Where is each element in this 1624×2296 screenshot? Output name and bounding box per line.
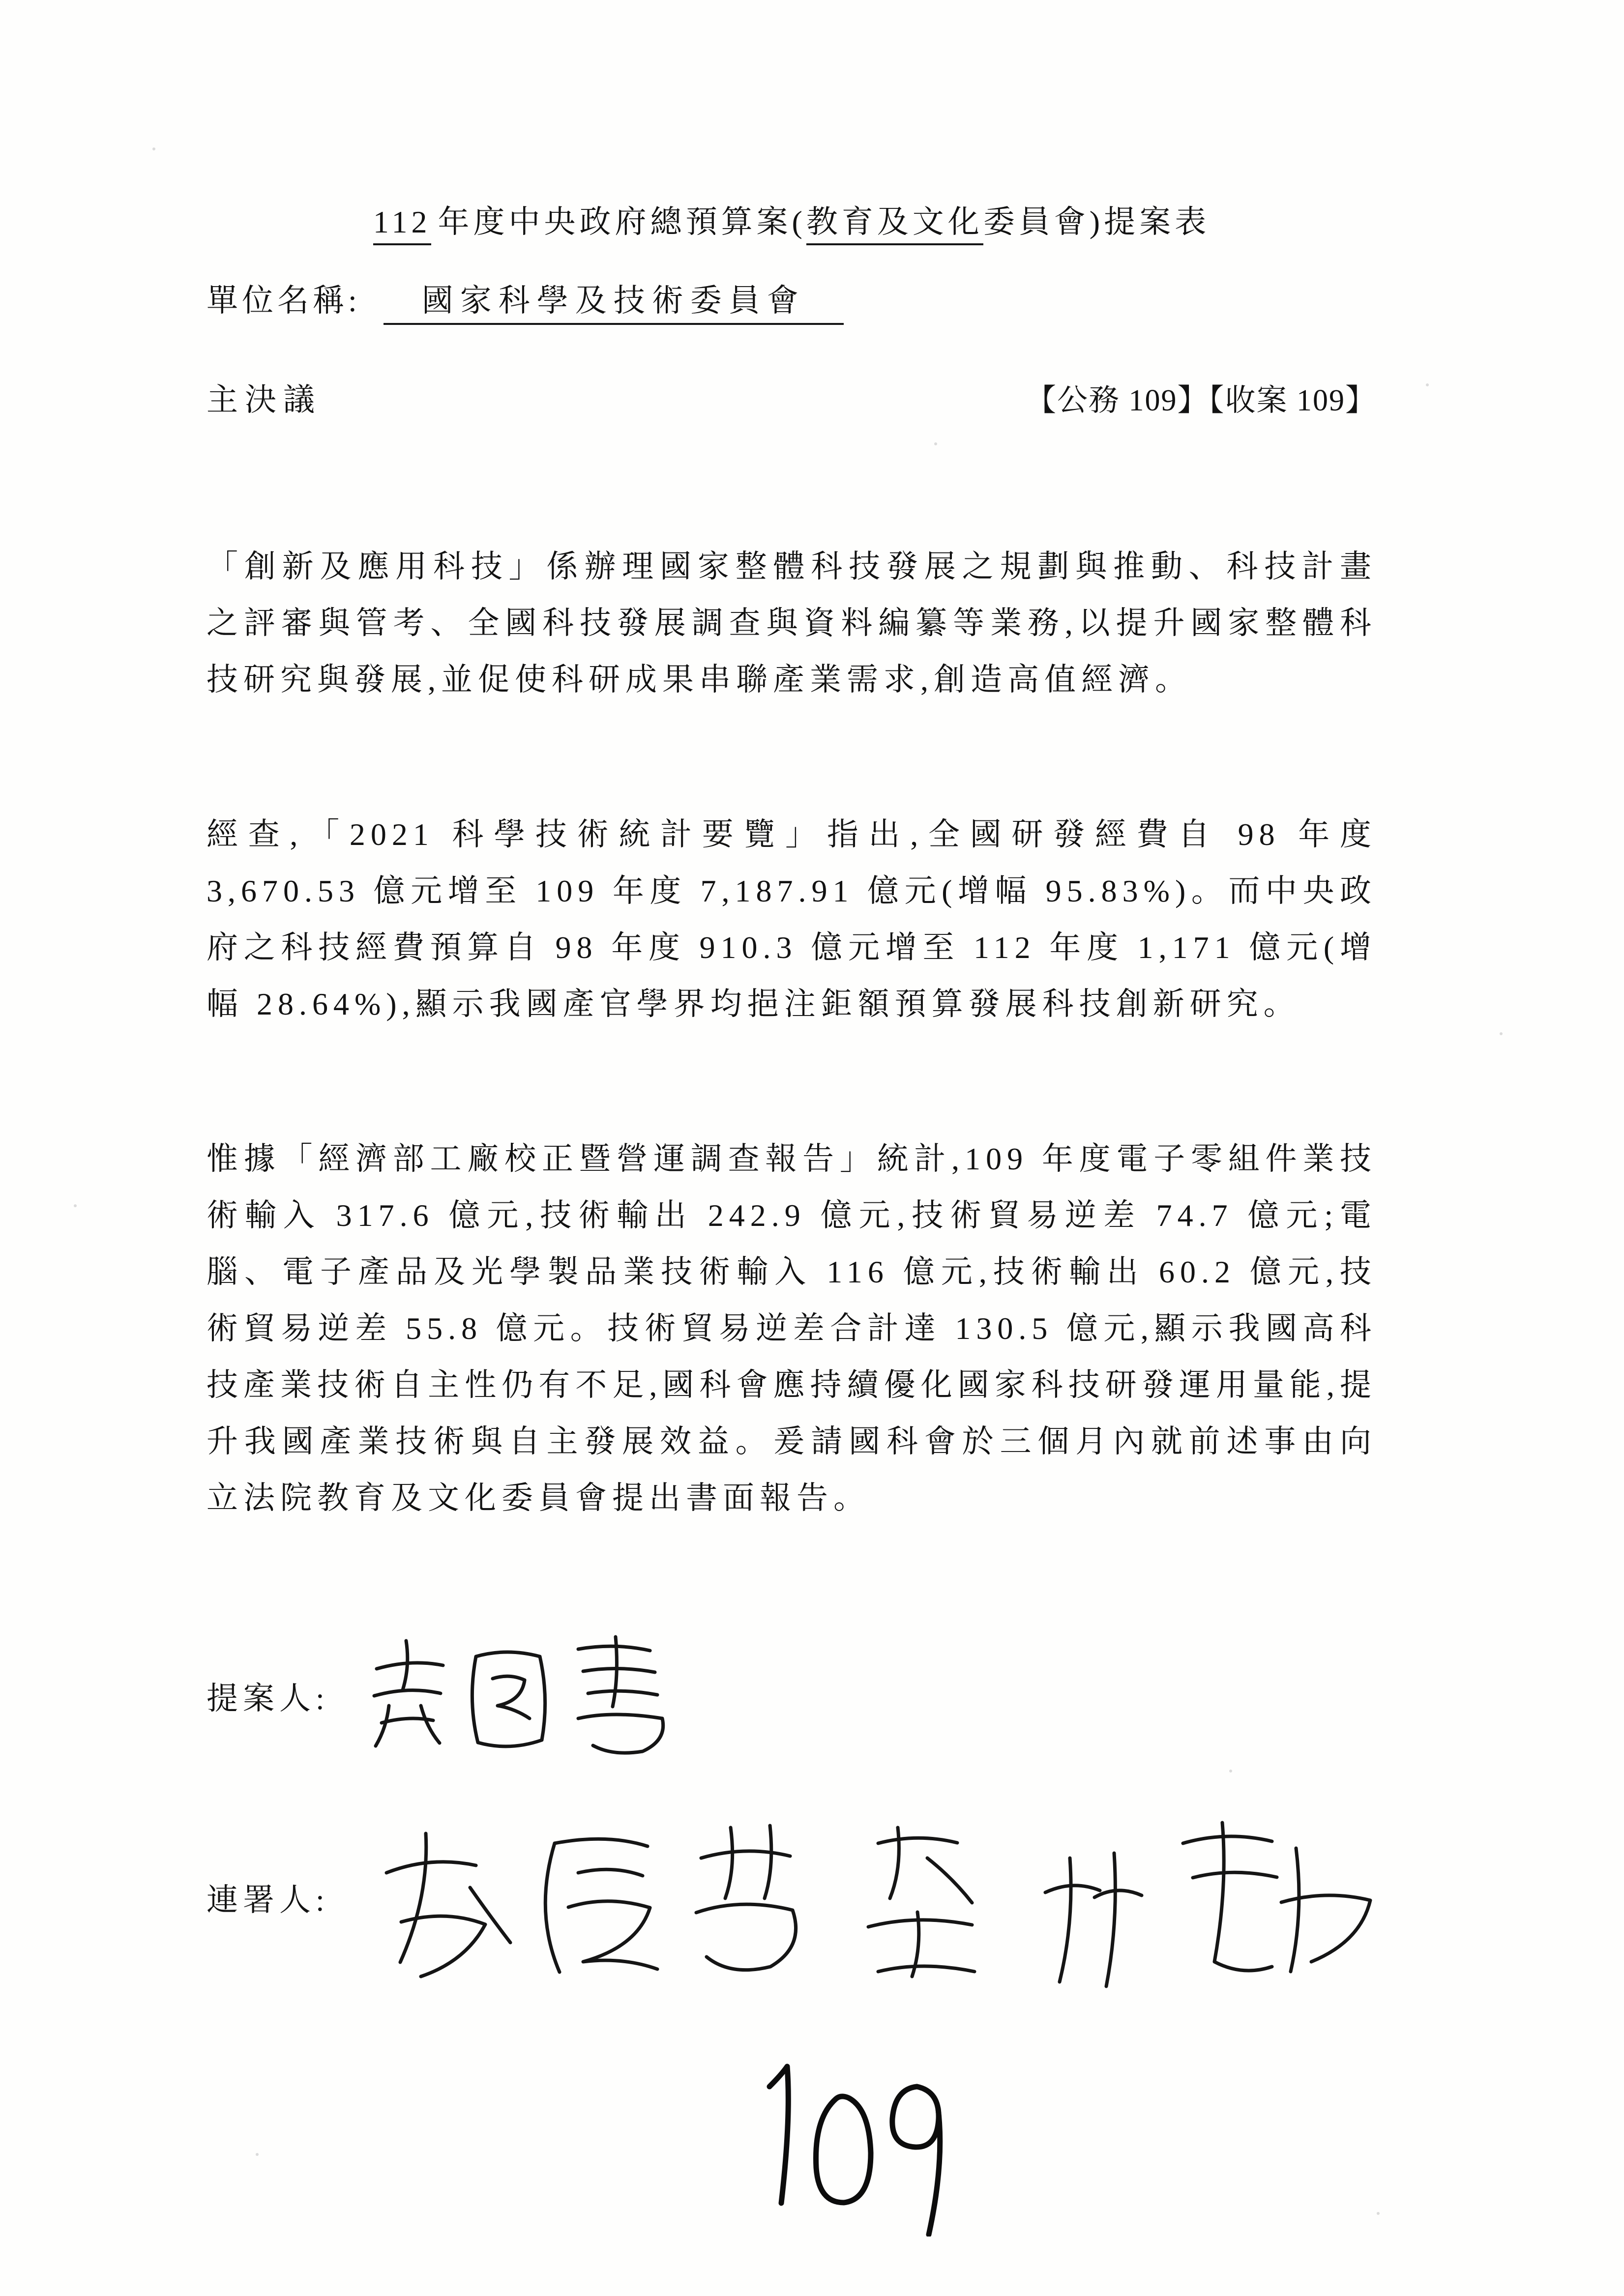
body-paragraphs: [207, 538, 1377, 1526]
cosigner-label: 連署人:: [207, 1883, 329, 1918]
proposer-row: [207, 1622, 721, 1770]
scan-speck: [1229, 1770, 1232, 1773]
scan-speck: [74, 1204, 77, 1207]
cosigner-handwritten-signatures: [347, 1799, 1404, 1996]
paragraph-2: 經查,「2021 科學技術統計要覽」指出,全國研發經費自 98 年度 3,670.53 億元增至 109 年度 7,187.91 億元(增幅 95.83%)。而中央政府之科技經費預算自 98 年度 910.3 億元增至 112 年度 1,171 億元(增幅 28.64%),顯示我國產官學界均挹注鉅額預算發展科技創新研究。: [207, 817, 1377, 1021]
cosigner-row: [207, 1799, 1404, 1996]
scan-speck: [256, 2153, 259, 2156]
scan-speck: [1500, 1032, 1503, 1035]
title-mid: 年度中央政府總預算案(: [438, 204, 806, 239]
unit-line: [207, 275, 844, 320]
paragraph-1: 「創新及應用科技」係辦理國家整體科技發展之規劃與推動、科技計畫之評審與管考、全國科技發展調查與資料編纂等業務,以提升國家整體科技研究與發展,並促使科研成果串聯產業需求,創造高值經濟。: [207, 549, 1377, 697]
resolution-label: 主決議: [207, 382, 322, 417]
resolution-line: [207, 375, 1377, 420]
title-tail: 委員會)提案表: [983, 204, 1211, 239]
scan-speck: [1426, 383, 1429, 386]
proposer-label: 提案人:: [207, 1681, 329, 1716]
unit-label: 單位名稱:: [207, 283, 361, 318]
case-number-tags: 【公務 109】【收案 109】: [1025, 384, 1377, 417]
title-committee-underlined: 教育及文化: [806, 204, 983, 245]
handwritten-page-number: [723, 2040, 959, 2237]
scan-speck: [1377, 2212, 1380, 2215]
title-year-underlined: 112: [373, 204, 431, 245]
document-title: [207, 197, 1377, 242]
scan-speck: [934, 442, 937, 445]
proposer-handwritten-signature: [347, 1622, 721, 1770]
scan-speck: [152, 147, 155, 150]
paragraph-3: 惟據「經濟部工廠校正暨營運調查報告」統計,109 年度電子零組件業技術輸入 317.6 億元,技術輸出 242.9 億元,技術貿易逆差 74.7 億元;電腦、電子產品及光學製品業技術輸入 116 億元,技術輸出 60.2 億元,技術貿易逆差 55.8 億元。技術貿易逆差合計達 130.5 億元,顯示我國高科技產業技術自主性仍有不足,國科會應持續優化國家科技研發運用量能,提升我國產業技術與自主發展效益。爰請國科會於三個月內就前述事由向立法院教育及文化委員會提出書面報告。: [207, 1141, 1377, 1515]
unit-name-underlined: 國家科學及技術委員會: [384, 283, 844, 325]
